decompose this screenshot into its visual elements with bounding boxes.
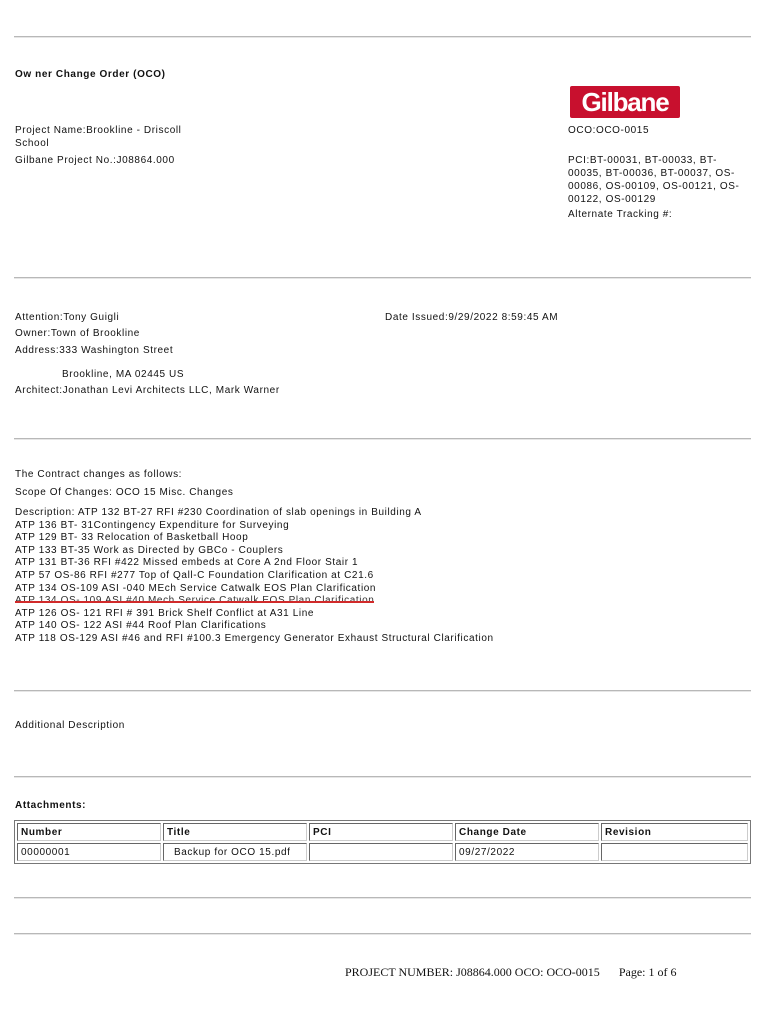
attachments-label: Attachments: xyxy=(15,800,87,811)
table-row xyxy=(17,843,748,861)
col-revision: Revision xyxy=(601,823,748,841)
project-name: Project Name:Brookline - Driscoll xyxy=(15,125,182,136)
pci-line-2: 00035, BT-00036, BT-00037, OS- xyxy=(568,168,735,179)
attention: Attention:Tony Guigli xyxy=(15,312,120,323)
col-pci: PCI xyxy=(309,823,453,841)
address: Address:333 Washington Street xyxy=(15,345,174,356)
divider-bottom xyxy=(14,933,751,934)
document-title: Ow ner Change Order (OCO) xyxy=(15,69,166,80)
pci-line-1: PCI:BT-00031, BT-00033, BT- xyxy=(568,155,718,166)
change-line: ATP 129 BT- 33 Relocation of Basketball Hoop xyxy=(15,532,249,544)
change-line: ATP 57 OS-86 RFI #277 Top of Qall-C Foundation Clarification at C21.6 xyxy=(15,570,374,581)
additional-description-label: Additional Description xyxy=(15,720,125,731)
change-line-struck: ATP 134 OS- 109 ASI #40 Mech Service Catwalk EOS Plan Clarification xyxy=(15,595,375,607)
pci-line-4: 00122, OS-00129 xyxy=(568,194,656,205)
divider-top xyxy=(14,36,751,37)
attachment-change-date: 09/27/2022 xyxy=(455,843,599,861)
attachments-header-row xyxy=(17,823,748,841)
pci-line-3: 00086, OS-00109, OS-00121, OS- xyxy=(568,181,740,192)
project-number: Gilbane Project No.:J08864.000 xyxy=(15,155,175,166)
divider-additional xyxy=(14,776,751,777)
change-line: ATP 134 OS-109 ASI -040 MEch Service Catwalk EOS Plan Clarification xyxy=(15,582,377,594)
change-line: ATP 131 BT-36 RFI #422 Missed embeds at Core A 2nd Floor Stair 1 xyxy=(15,557,359,569)
divider-party xyxy=(14,438,751,439)
date-issued: Date Issued:9/29/2022 8:59:45 AM xyxy=(385,312,559,323)
alternate-tracking: Alternate Tracking #: xyxy=(568,209,673,220)
attachments-table xyxy=(14,820,751,864)
divider-header xyxy=(14,277,751,278)
oco-number: OCO:OCO-0015 xyxy=(568,125,650,136)
architect: Architect:Jonathan Levi Architects LLC, Mark Warner xyxy=(15,385,280,396)
attachment-number: 00000001 xyxy=(17,843,161,861)
city-state-zip: Brookline, MA 02445 US xyxy=(62,369,185,380)
change-line: Description: ATP 132 BT-27 RFI #230 Coordination of slab openings in Building A xyxy=(15,507,422,518)
change-line: ATP 136 BT- 31Contingency Expenditure for Surveying xyxy=(15,519,290,531)
divider-attachments xyxy=(14,897,751,898)
owner: Owner:Town of Brookline xyxy=(15,328,140,339)
change-line: ATP 126 OS- 121 RFI # 391 Brick Shelf Conflict at A31 Line xyxy=(15,607,315,619)
col-title: Title xyxy=(163,823,307,841)
attachment-title[interactable]: Backup for OCO 15.pdf xyxy=(163,843,307,861)
change-line: ATP 118 OS-129 ASI #46 and RFI #100.3 Emergency Generator Exhaust Structural Clarification xyxy=(15,633,494,644)
logo-text: Gilbane xyxy=(581,87,669,117)
page-number: Page: 1 of 6 xyxy=(618,965,677,979)
gilbane-logo xyxy=(570,86,680,118)
scope-of-changes: Scope Of Changes: OCO 15 Misc. Changes xyxy=(15,487,234,498)
col-number: Number xyxy=(17,823,161,841)
attachment-pci xyxy=(309,843,453,861)
col-change-date: Change Date xyxy=(455,823,599,841)
footer-project-number: PROJECT NUMBER: J08864.000 OCO: OCO-0015 xyxy=(345,965,600,979)
change-line: ATP 140 OS- 122 ASI #44 Roof Plan Clarifications xyxy=(15,620,267,632)
divider-changes xyxy=(14,690,751,691)
page-footer xyxy=(345,965,676,980)
change-line: ATP 133 BT-35 Work as Directed by GBCo - Couplers xyxy=(15,544,284,556)
attachment-revision xyxy=(601,843,748,861)
changes-intro: The Contract changes as follows: xyxy=(15,469,183,480)
project-name-cont: School xyxy=(15,138,50,149)
strikethrough-mark xyxy=(15,601,374,603)
